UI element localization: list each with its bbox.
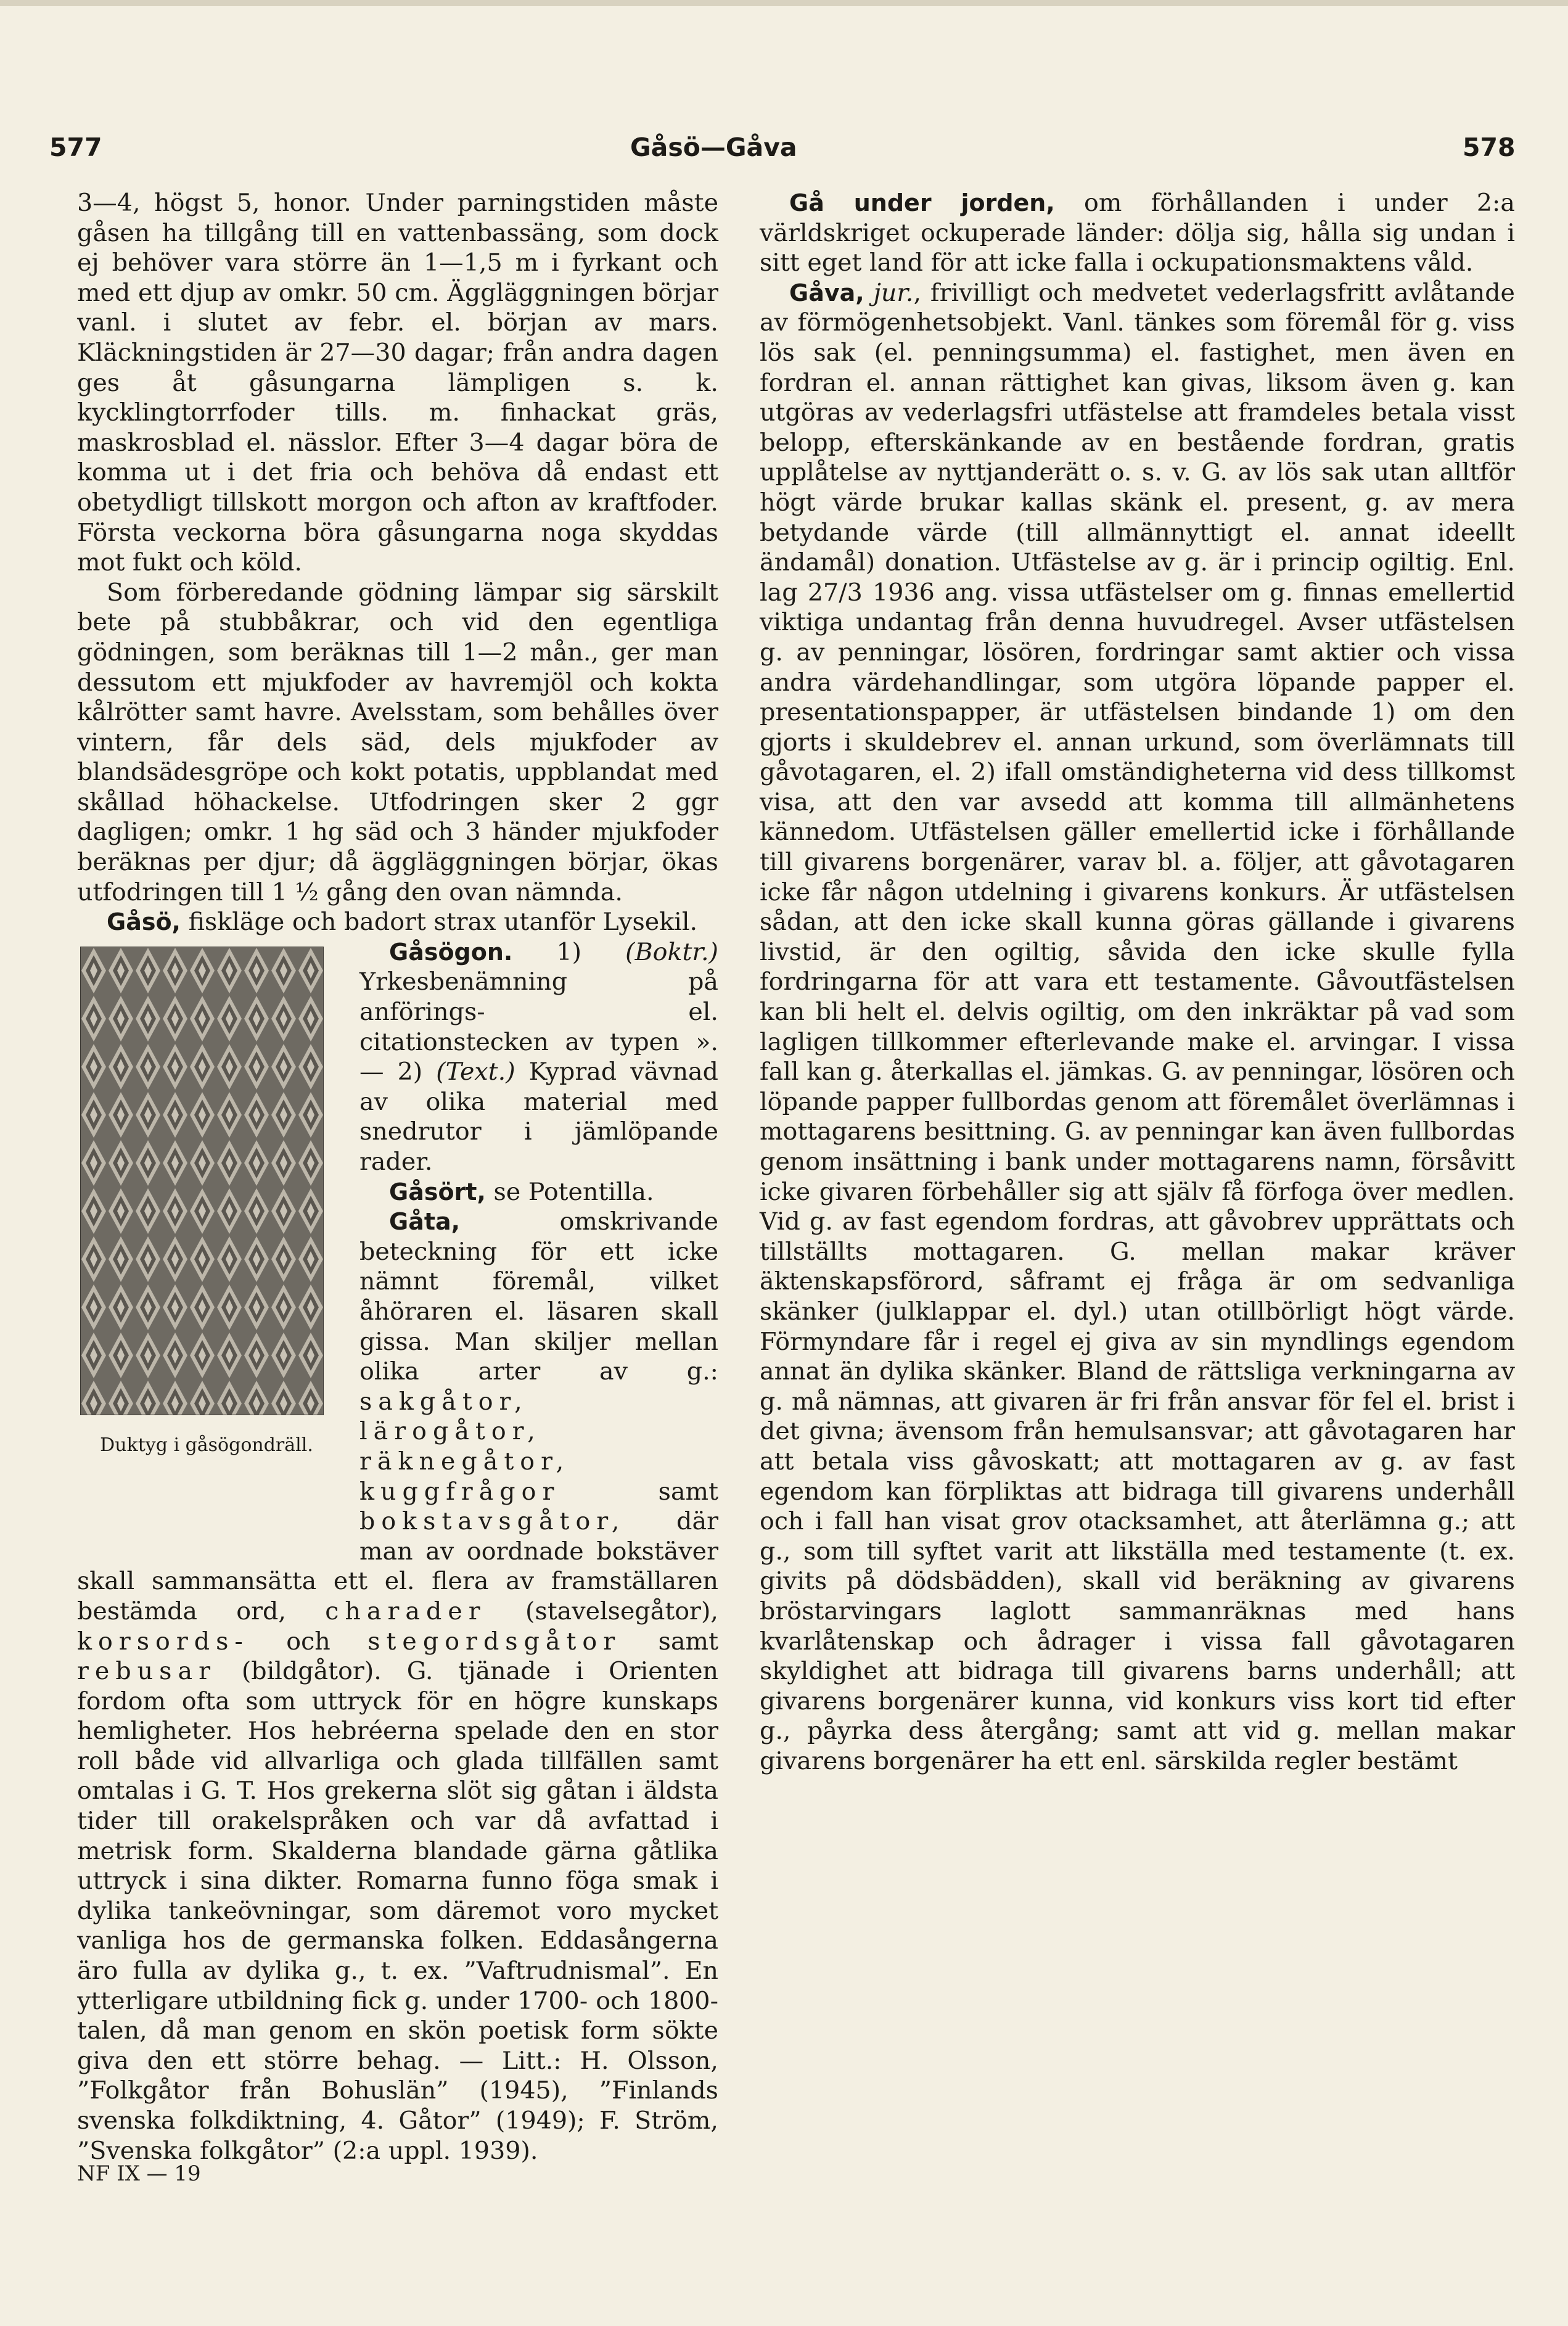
woven-fabric-image [80, 947, 324, 1415]
headword-gaso: Gåsö, [107, 908, 181, 936]
figure-caption: Duktyg i gåsögondräll. [100, 1434, 313, 1457]
signature-footer: NF IX — 19 [77, 2161, 201, 2186]
scan-edge [0, 0, 1568, 6]
left-column [77, 188, 718, 2166]
entry-gasogon: Gåsögon. 1) (Boktr.) Yrkesbenämning på anförings- el. citationstecken av typen ». — 2) (Text.) Kyprad vävnad av olika material med snedrutor i jämlöpande rader. [359, 937, 718, 1176]
entry-gasort: Gåsört, se Potentilla. [389, 1177, 654, 1206]
entry-gata: Gåta, omskrivande beteckning för ett icke nämnt föremål, vilket åhöraren el. läsaren skall gissa. Man skiljer mellan olika arter av g.: sakgåtor, lärogåtor, räknegåtor, kuggfrågor samt bokstavsgåtor, där man av oordnade bokstäver skall sammansätta ett el. flera av framställaren bestämda ord, charader (stavelsegåtor), korsords- och stegordsgåtor samt rebusar (bildgåtor). G. tjänade i Orienten fordom ofta som uttryck för en högre kunskaps hemligheter. Hos hebréerna spelade den en stor roll både vid allvarliga och glada tillfällen samt omtalas i G. T. Hos grekerna slöt sig gåtan i äldsta tider till orakelspråken och var då avfattad i metrisk form. Skalderna blandade gärna gåtlika uttryck i sina dikter. Romarna funno föga smak i dylika tankeövningar, som däremot voro mycket vanliga hos de germanska folken. Eddasångerna äro fulla av dylika g., t. ex. ”Vaftrudnismal”. En ytterligare utbildning fick g. under 1700- och 1800-talen, då man genom en skön poetisk form sökte giva den ett större behag. — Litt.: H. Olsson, ”Folkgåtor från Bohuslän” (1945), ”Finlands svenska folkdiktning, 4. Gåtor” (1949); F. Ström, ”Svenska folkgåtor” (2:a uppl. 1939). [77, 1207, 718, 2165]
right-page-number: 578 [1463, 133, 1516, 162]
running-title: Gåsö—Gåva [630, 133, 797, 162]
entry-gaso: Gåsö, fiskläge och badort strax utanför Lysekil. [107, 908, 698, 937]
right-column [760, 188, 1515, 1776]
figure [77, 943, 348, 1560]
entry-ga-under-jorden: Gå under jorden, om förhållanden i under 2:a världskriget ockuperade länder: dölja sig, hålla sig undan i sitt eget land för att icke falla i ockupationsmaktens våld. [760, 189, 1515, 277]
entry-gava: Gåva, jur., frivilligt och medvetet vederlagsfritt avlåtande av förmögenhetsobjekt. Vanl. tänkes som föremål för g. viss lös sak (el. penningsumma) el. fastighet, men även en fordran el. annan rättighet kan givas, liksom även g. kan utgöras av vederlagsfri utfästelse att framdeles betala visst belopp, efterskänkande av en bestående fordran, gratis upplåtelse av nyttjanderätt o. s. v. G. av lös sak utan alltför högt värde brukar kallas skänk el. present, g. av mera betydande värde (till allmännyttigt el. annat ideellt ändamål) donation. Utfästelse av g. är i princip ogiltig. Enl. lag 27/3 1936 ang. vissa utfästelser om g. finnas emellertid viktiga undantag från denna huvudregel. Avser utfästelsen g. av penningar, lösören, fordringar samt aktier och vissa andra värdehandlingar, som utgöra löpande papper el. presentationspapper, är utfästelsen bindande 1) om den gjorts i skuldebrev el. annan urkund, som överlämnats till gåvotagaren, el. 2) ifall omständigheterna vid dess tillkomst visa, att den var avsedd att komma till allmänhetens kännedom. Utfästelsen gäller emellertid icke i förhållande till givarens borgenärer, varav bl. a. följer, att gåvotagaren icke får någon utdelning i givarens konkurs. Är utfästelsen sådan, att den icke skall kunna göras gällande i givarens livstid, är den ogiltig, såvida den icke skulle fylla fordringarna för att vara ett testamente. Gåvoutfästelsen kan bli helt el. delvis ogiltig, om den inkräktar på vad som lagligen tillkommer efterlevande make el. arvingar. I vissa fall kan g. återkallas el. jämkas. G. av penningar, lösören och löpande papper fullbordas genom att föremålet överlämnas i mottagarens besittning. G. av penningar kan även fullbordas genom insättning i bank under mottagarens namn, försåvitt icke givaren förbehåller sig att själv få förfoga över medlen. Vid g. av fast egendom fordras, att gåvobrev upprättats och tillställts mottagaren. G. mellan makar kräver äktenskapsförord, såframt ej fråga är om sedvanliga skänker (julklappar el. dyl.) utan otillbörligt högt värde. Förmyndare får i regel ej giva av sin myndlings egendom annat än dylika skänker. Bland de rättsliga verkningarna av g. må nämnas, att givaren är fri från ansvar för fel el. brist i det givna; ävensom från hemulsansvar; att gåvotagaren har att betala viss gåvoskatt; att mottagaren av g. av fast egendom kan förpliktas att bidraga till givarens underhåll och i fall han visat grov otacksamhet, att återlämna g.; att g., som till syftet varit att likställa med testamente (t. ex. givits på dödsbädden), skall vid beräkning av givarens bröstarvingars laglott sammanräknas med hans kvarlåtenskap och ådrager i vissa fall gåvotagaren skyldighet att bidraga till givarens barns underhåll; att givarens borgenärer kunna, vid konkurs viss kort tid efter g., påyrka dess återgång; samt att vid g. mellan makar givarens borgenärer ha ett enl. särskilda regler bestämt [760, 278, 1515, 1775]
goose-care-paragraph: 3—4, högst 5, honor. Under parningstiden måste gåsen ha tillgång till en vattenbassäng, som dock ej behöver vara större än 1—1,5 m i fyrkant och med ett djup av omkr. 50 cm. Äggläggningen börjar vanl. i slutet av febr. el. början av mars. Kläckningstiden är 27—30 dagar; från andra dagen ges åt gåsungarna lämpligen s. k. kycklingtorrfoder tills. m. finhackat gräs, maskrosblad el. nässlor. Efter 3—4 dagar böra de komma ut i det fria och behöva då endast ett obetydligt tillskott morgon och afton av kraftfoder. Första veckorna böra gåsungarna noga skyddas mot fukt och köld. [77, 189, 718, 577]
left-page-number: 577 [49, 133, 102, 162]
goose-feeding-paragraph: Som förberedande gödning lämpar sig särskilt bete på stubbåkrar, och vid den egentliga gödningen, som beräknas till 1—2 mån., ger man dessutom ett mjukfoder av havremjöl och kokta kålrötter samt havre. Avelsstam, som behålles över vintern, får dels säd, dels mjukfoder av blandsädesgröpe och kokt potatis, uppblandat med skållad höhackelse. Utfodringen sker 2 ggr dagligen; omkr. 1 hg säd och 3 händer mjukfoder beräknas per djur; då äggläggningen börjar, ökas utfodringen till 1 ½ gång den ovan nämnda. [77, 578, 718, 906]
